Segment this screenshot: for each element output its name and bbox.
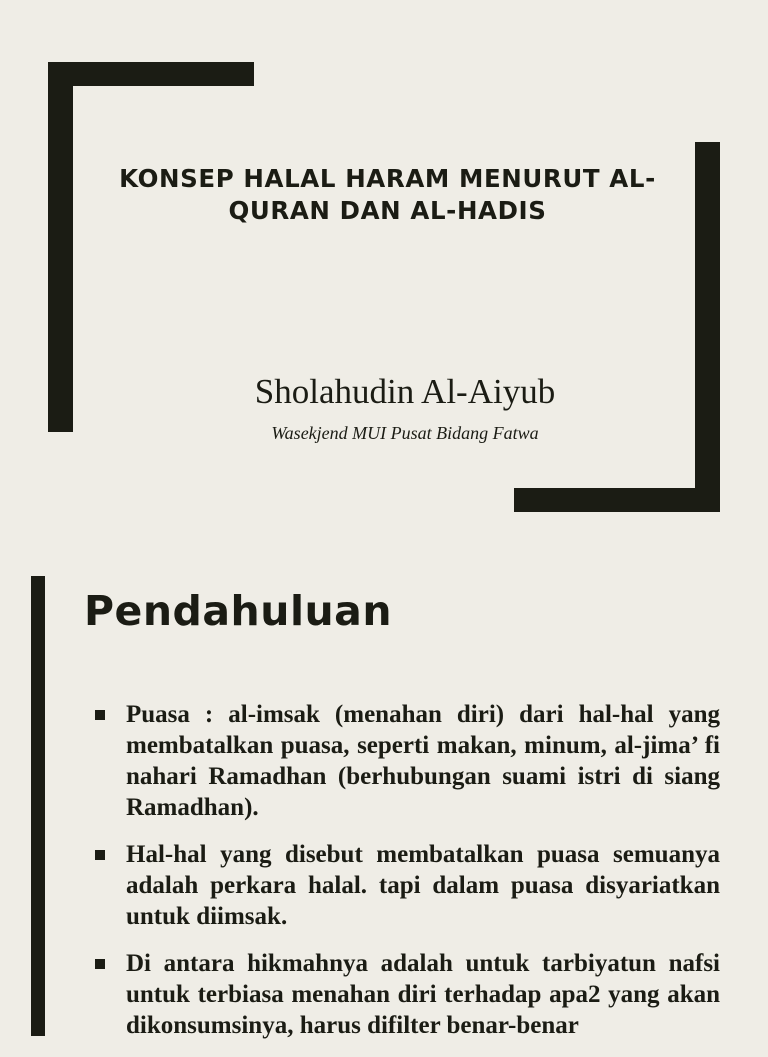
bullet-text: Puasa : al-imsak (menahan diri) dari hal-hal yang membatalkan puasa, seperti makan, minum, al-jima’ fi nahari Ramadhan (berhubungan suami istri di siang Ramadhan).: [126, 701, 720, 821]
bullet-list: [95, 699, 720, 1057]
frame-top-left-horizontal: [48, 62, 254, 86]
square-bullet-icon: [95, 710, 105, 720]
frame-bottom-right-vertical: [695, 142, 720, 512]
content-slide: [0, 545, 768, 1039]
frame-top-left-vertical: [48, 62, 73, 432]
square-bullet-icon: [95, 959, 105, 969]
author-name: Sholahudin Al-Aiyub: [254, 372, 556, 411]
bullet-text: Hal-hal yang disebut membatalkan puasa semuanya adalah perkara halal. tapi dalam puasa disyariatkan untuk diimsak.: [126, 841, 720, 930]
section-heading: Pendahuluan: [84, 587, 393, 635]
slide-title: KONSEP HALAL HARAM MENURUT AL-QURAN DAN AL-HADIS: [119, 164, 656, 225]
author-role: Wasekjend MUI Pusat Bidang Fatwa: [271, 423, 539, 443]
bullet-item: [95, 699, 720, 823]
accent-left-bar: [31, 576, 45, 1036]
frame-bottom-right-horizontal: [514, 488, 720, 512]
square-bullet-icon: [95, 850, 105, 860]
bullet-item: [95, 839, 720, 932]
bullet-item: [95, 948, 720, 1041]
bullet-text: Di antara hikmahnya adalah untuk tarbiyatun nafsi untuk terbiasa menahan diri terhadap apa2 yang akan dikonsumsinya, harus difilter benar-benar: [126, 950, 720, 1039]
